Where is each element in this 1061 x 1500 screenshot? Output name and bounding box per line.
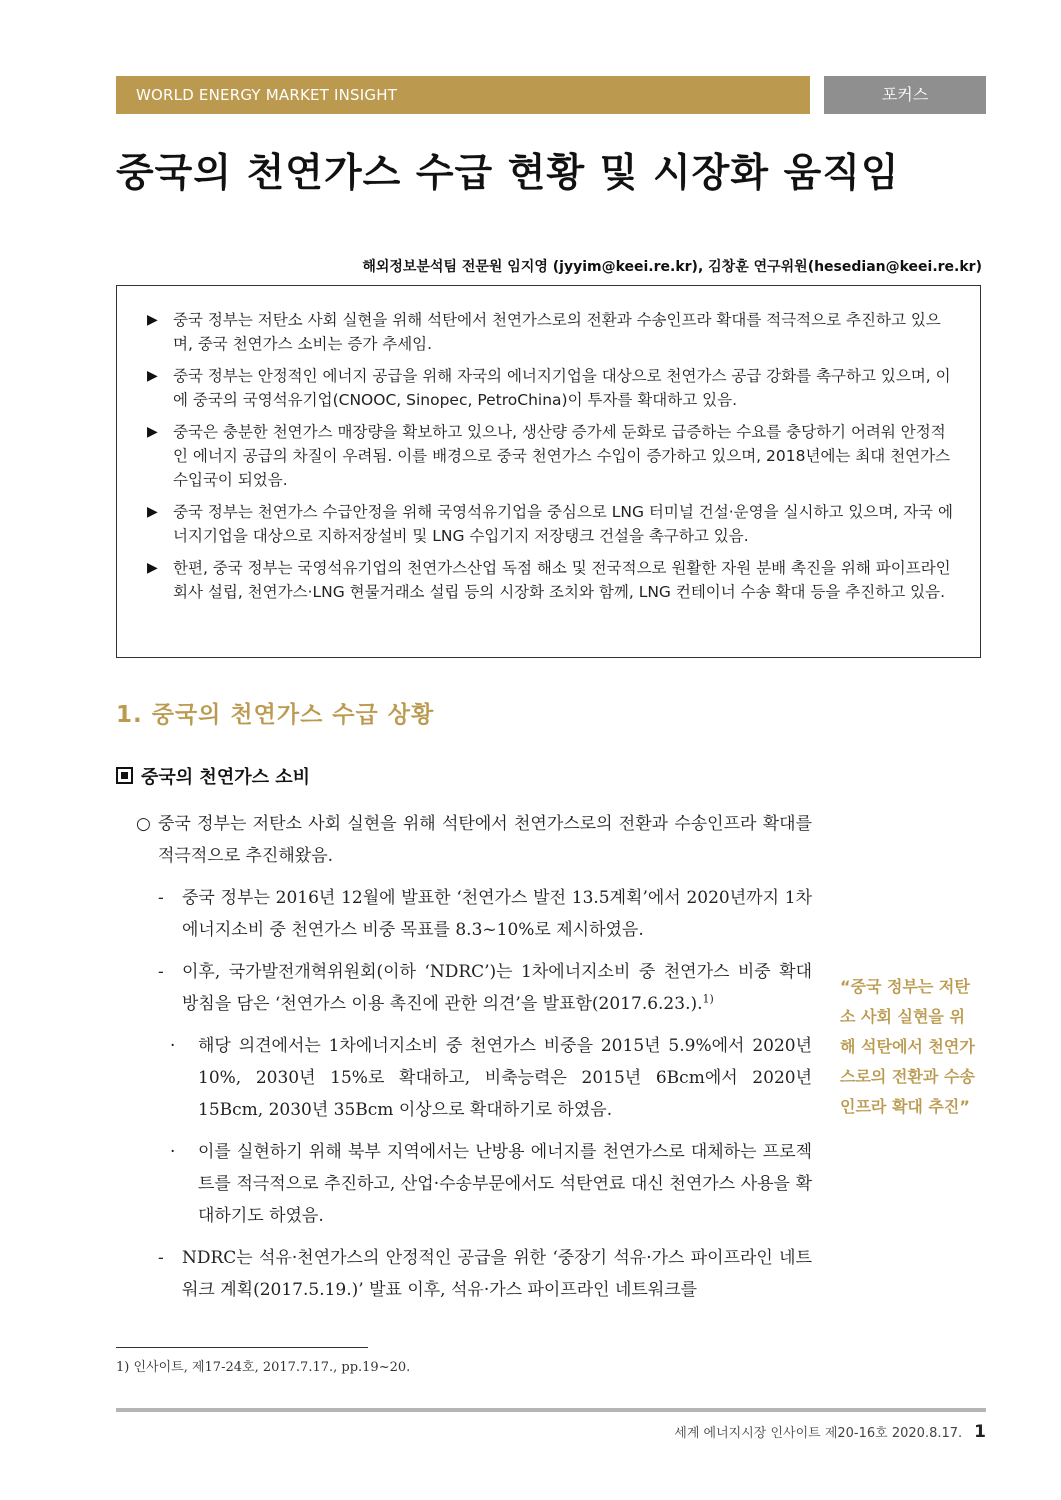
summary-item-text: 중국 정부는 저탄소 사회 실현을 위해 석탄에서 천연가스로의 전환과 수송인프라 확대를 적극적으로 추진하고 있으며, 중국 천연가스 소비는 증가 추세임. xyxy=(173,311,941,353)
summary-item xyxy=(147,500,954,548)
summary-list xyxy=(117,286,980,604)
summary-item xyxy=(147,364,954,412)
circle-bullet-icon: ○ xyxy=(136,814,151,834)
summary-item-text: 중국은 충분한 천연가스 매장량을 확보하고 있으나, 생산량 증가세 둔화로 급증하는 수요를 충당하기 어려워 안정적인 에너지 공급의 차질이 우려됨. 이를 배경으로 중국 천연가스 수입이 증가하고 있으며, 2018년에는 최대 천연가스 수입국이 되었음. xyxy=(173,423,951,489)
triangle-bullet-icon: ▶ xyxy=(147,312,158,328)
header-band-title: WORLD ENERGY MARKET INSIGHT xyxy=(116,76,810,114)
dash-bullet-icon: - xyxy=(158,888,164,908)
authors-line: 해외정보분석팀 전문원 임지영 (jyyim@keei.re.kr), 김창훈 연구위원(hesedian@keei.re.kr) xyxy=(362,259,982,275)
paragraph-text: 중국 정부는 저탄소 사회 실현을 위해 석탄에서 천연가스로의 전환과 수송인프라 확대를 적극적으로 추진해왔음. xyxy=(158,814,812,866)
dash-bullet-icon: - xyxy=(158,962,164,982)
paragraph-dash xyxy=(136,956,812,1020)
triangle-bullet-icon: ▶ xyxy=(147,424,158,440)
summary-item xyxy=(147,308,954,356)
summary-item xyxy=(147,420,954,492)
summary-item-text: 중국 정부는 안정적인 에너지 공급을 위해 자국의 에너지기업을 대상으로 천연가스 공급 강화를 촉구하고 있으며, 이에 중국의 국영석유기업(CNOOC, Sinopec, PetroChina)이 투자를 확대하고 있음. xyxy=(173,367,951,409)
paragraph-circle xyxy=(136,808,812,872)
paragraph-dash xyxy=(136,1242,812,1306)
paragraph-text: 이를 실현하기 위해 북부 지역에서는 난방용 에너지를 천연가스로 대체하는 프로젝트를 적극적으로 추진하고, 산업·수송부문에서도 석탄연료 대신 천연가스 사용을 확대하기도 하였음. xyxy=(198,1142,812,1226)
dot-bullet-icon: · xyxy=(170,1036,176,1056)
body-text xyxy=(136,808,812,1316)
header-band-category: 포커스 xyxy=(824,76,986,114)
paragraph-dot xyxy=(136,1030,812,1126)
triangle-bullet-icon: ▶ xyxy=(147,504,158,520)
paragraph-text: 이후, 국가발전개혁위원회(이하 ‘NDRC’)는 1차에너지소비 중 천연가스 비중 확대 방침을 담은 ‘천연가스 이용 촉진에 관한 의견’을 발표함(2017.6.23.). xyxy=(182,962,812,1014)
section-heading: 1. 중국의 천연가스 수급 상황 xyxy=(116,702,435,728)
triangle-bullet-icon: ▶ xyxy=(147,368,158,384)
triangle-bullet-icon: ▶ xyxy=(147,560,158,576)
pull-quote: “중국 정부는 저탄소 사회 실현을 위해 석탄에서 천연가스로의 전환과 수송인프라 확대 추진” xyxy=(840,977,975,1116)
summary-item-text: 한편, 중국 정부는 국영석유기업의 천연가스산업 독점 해소 및 전국적으로 원활한 자원 분배 촉진을 위해 파이프라인 회사 설립, 천연가스·LNG 현물거래소 설립 등의 시장화 조치와 함께, LNG 컨테이너 수송 확대 등을 추진하고 있음. xyxy=(173,559,951,601)
summary-item-text: 중국 정부는 천연가스 수급안정을 위해 국영석유기업을 중심으로 LNG 터미널 건설·운영을 실시하고 있으며, 자국 에너지기업을 대상으로 지하저장설비 및 LNG 수입기지 저장탱크 건설을 촉구하고 있음. xyxy=(173,503,953,545)
subsection-heading xyxy=(116,763,310,789)
dash-bullet-icon: - xyxy=(158,1248,164,1268)
summary-box xyxy=(116,285,981,658)
footnote-ref[interactable]: 1) xyxy=(702,992,714,1006)
paragraph-dash xyxy=(136,882,812,946)
footer-publication: 세계 에너지시장 인사이트 제20-16호 2020.8.17. xyxy=(674,1426,963,1441)
page-title: 중국의 천연가스 수급 현황 및 시장화 움직임 xyxy=(116,151,900,196)
footer-divider xyxy=(116,1408,986,1412)
paragraph-text: NDRC는 석유·천연가스의 안정적인 공급을 위한 ‘중장기 석유·가스 파이프라인 네트워크 계획(2017.5.19.)’ 발표 이후, 석유·가스 파이프라인 네트워크를 xyxy=(182,1248,812,1300)
paragraph-text: 해당 의견에서는 1차에너지소비 중 천연가스 비중을 2015년 5.9%에서 2020년 10%, 2030년 15%로 확대하고, 비축능력은 2015년 6Bcm에서 2020년 15Bcm, 2030년 35Bcm 이상으로 확대하기로 하였음. xyxy=(198,1036,812,1120)
page-number: 1 xyxy=(974,1422,986,1442)
summary-item xyxy=(147,556,954,604)
page-footer xyxy=(116,1422,986,1442)
square-bullet-icon xyxy=(116,767,133,784)
footnote: 1) 인사이트, 제17-24호, 2017.7.17., pp.19~20. xyxy=(116,1360,411,1375)
dot-bullet-icon: · xyxy=(170,1142,176,1162)
paragraph-text: 중국 정부는 2016년 12월에 발표한 ‘천연가스 발전 13.5계획’에서 2020년까지 1차에너지소비 중 천연가스 비중 목표를 8.3~10%로 제시하였음. xyxy=(182,888,812,940)
footnote-divider xyxy=(116,1347,368,1348)
paragraph-dot xyxy=(136,1136,812,1232)
subsection-heading-text: 중국의 천연가스 소비 xyxy=(141,767,311,788)
